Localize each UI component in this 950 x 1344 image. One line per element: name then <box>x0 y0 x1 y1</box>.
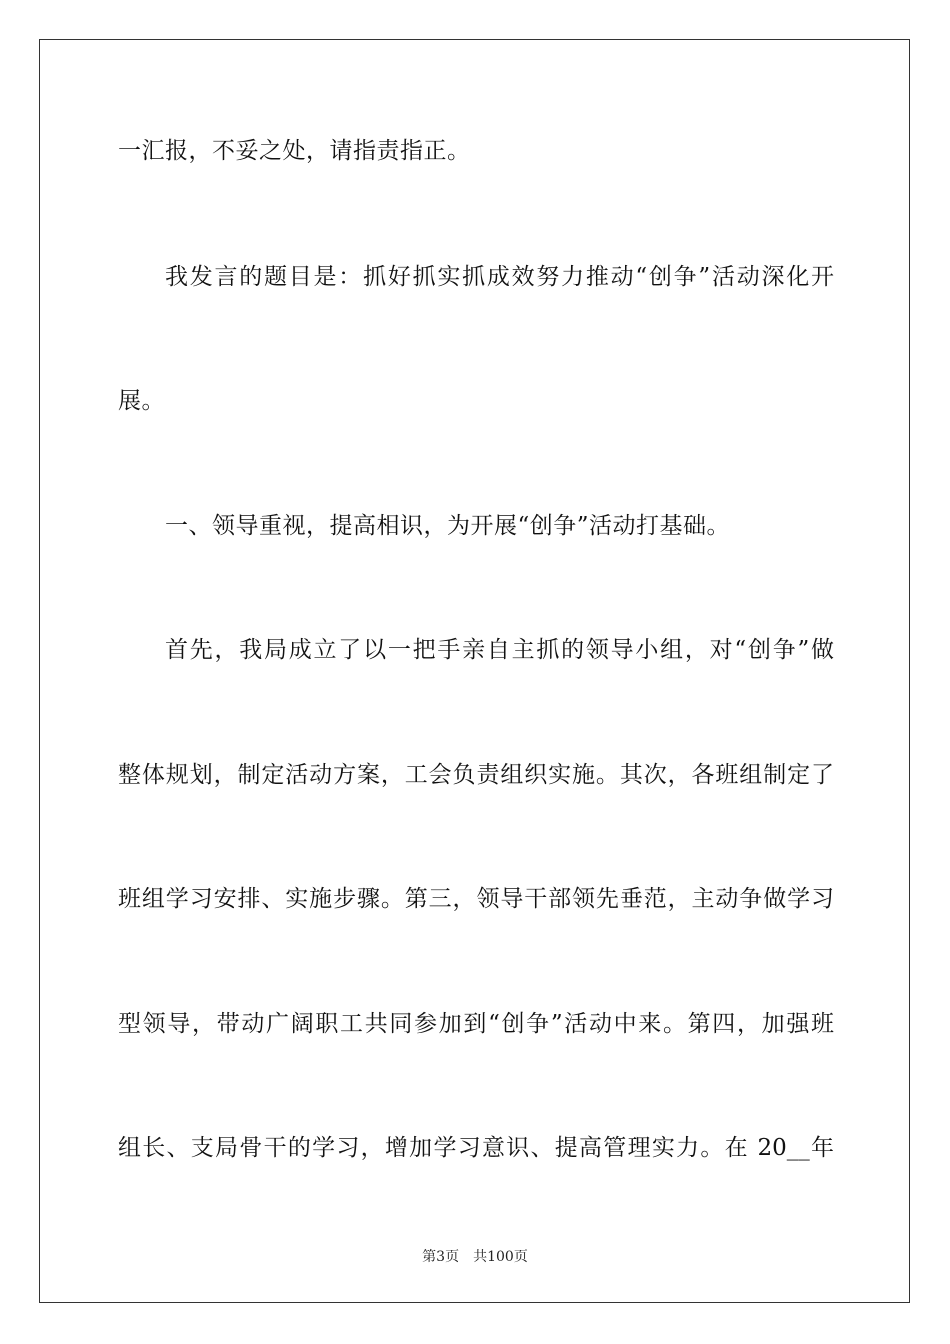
text-line-1: 一汇报，不妥之处，请指责指正。 <box>118 138 471 164</box>
text-line-7: 班组学习安排、实施步骤。第三，领导干部领先垂范，主动争做学习 <box>118 886 834 912</box>
page-border <box>39 39 910 1303</box>
page-footer <box>0 1248 950 1266</box>
text-line-9: 组长、支局骨干的学习，增加学习意识、提高管理实力。在 20__年 <box>118 1135 834 1161</box>
page-total: 共100页 <box>473 1249 528 1265</box>
text-line-5: 首先，我局成立了以一把手亲自主抓的领导小组，对“创争”做 <box>165 637 834 663</box>
text-line-8: 型领导，带动广阔职工共同参加到“创争”活动中来。第四，加强班 <box>118 1011 834 1037</box>
text-line-2: 我发言的题目是：抓好抓实抓成效努力推动“创争”活动深化开 <box>165 264 834 290</box>
page-number: 第3页 <box>422 1249 460 1265</box>
heading-section-1: 一、领导重视，提高相识，为开展“创争”活动打基础。 <box>165 513 731 539</box>
text-line-3: 展。 <box>118 388 165 414</box>
text-line-6: 整体规划，制定活动方案，工会负责组织实施。其次，各班组制定了 <box>118 762 834 788</box>
